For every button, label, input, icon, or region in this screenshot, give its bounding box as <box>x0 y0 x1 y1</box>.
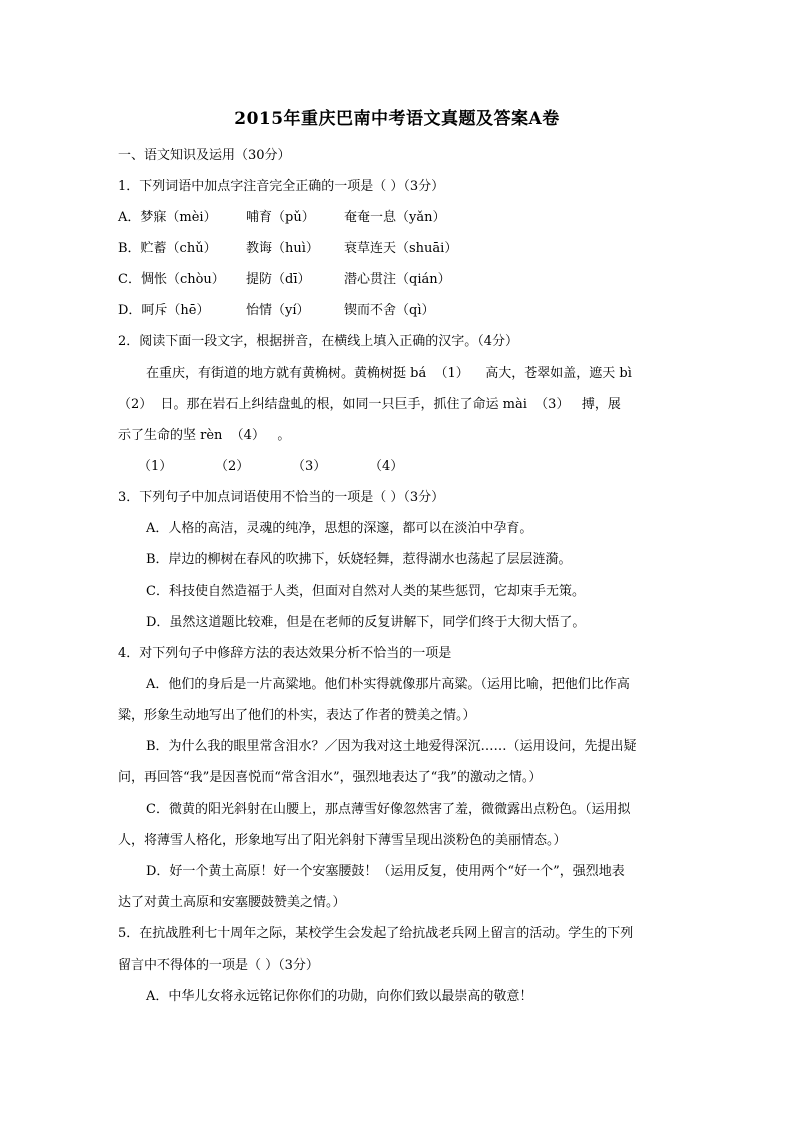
question-3-option-a: A．人格的高洁，灵魂的纯净，思想的深邃，都可以在淡泊中孕育。 <box>146 521 533 536</box>
question-2-passage-line: （2） 日。那在岩石上纠结盘虬的根，如同一只巨手，抓住了命运 mài （3） 搏，展 <box>118 397 621 412</box>
page-title: 2015年重庆巴南中考语文真题及答案A卷 <box>234 109 560 129</box>
option-term: 锲而不舍（qì） <box>344 303 435 318</box>
question-5-option-a: A．中华儿女将永远铭记你你们的功勋，向你们致以最崇高的敬意！ <box>146 989 533 1004</box>
option-term: 潜心贯注（qián） <box>344 272 451 287</box>
option-term: 怡情（yí） <box>246 303 310 318</box>
question-5-stem-line: 5．在抗战胜利七十周年之际，某校学生会发起了给抗战老兵网上留言的活动。学生的下列 <box>118 926 634 941</box>
option-term: C．惆怅（chòu） <box>118 272 225 287</box>
question-3-stem: 3．下列句子中加点词语使用不恰当的一项是（ ）（3分） <box>118 490 445 505</box>
option-term: 教诲（huì） <box>246 241 319 256</box>
question-4-option-a-line: 粱，形象生动地写出了他们的朴实，表达了作者的赞美之情。） <box>118 708 476 723</box>
option-term: 奄奄一息（yǎn） <box>344 210 446 225</box>
option-term: 衰草连天（shuāi） <box>344 241 458 256</box>
question-1-option-c <box>118 271 544 289</box>
option-term: 哺育（pǔ） <box>246 210 315 225</box>
question-4-option-b-line: B．为什么我的眼里常含泪水？／因为我对这土地爱得深沉……（运用设问，先提出疑 <box>146 739 637 754</box>
answer-blank: （1） <box>138 459 173 474</box>
question-1-option-a <box>118 209 544 227</box>
question-1-stem: 1．下列词语中加点字注音完全正确的一项是（ ）（3分） <box>118 179 445 194</box>
question-2-stem: 2．阅读下面一段文字，根据拼音，在横线上填入正确的汉字。（4分） <box>118 334 519 349</box>
question-4-option-b-line: 问，再回答“我”是因喜悦而“常含泪水”，强烈地表达了“我”的激动之情。） <box>118 770 542 785</box>
question-4-option-c-line: 人，将薄雪人格化，形象地写出了阳光斜射下薄雪呈现出淡粉色的美丽情态。） <box>118 833 567 848</box>
answer-blank: （3） <box>292 459 327 474</box>
question-3-option-d: D．虽然这道题比较难，但是在老师的反复讲解下，同学们终于大彻大悟了。 <box>146 615 586 630</box>
option-term: B．贮蓄（chǔ） <box>118 241 217 256</box>
question-2-passage-line: 在重庆，有街道的地方就有黄桷树。黄桷树挺 bá （1） 高大，苍翠如盖，遮天 bì <box>146 366 632 381</box>
question-3-option-c: C．科技使自然造福于人类，但面对自然对人类的某些惩罚，它却束手无策。 <box>146 584 585 599</box>
section-heading: 一、语文知识及运用（30分） <box>118 148 291 163</box>
answer-blank: （2） <box>215 459 250 474</box>
question-3-option-b: B．岸边的柳树在春风的吹拂下，妖娆轻舞，惹得湖水也荡起了层层涟漪。 <box>146 552 572 567</box>
question-1-option-b <box>118 240 544 258</box>
question-4-option-d-line: 达了对黄土高原和安塞腰鼓赞美之情。） <box>118 895 346 910</box>
option-term: D．呵斥（hē） <box>118 303 210 318</box>
question-4-option-d-line: D．好一个黄土高原！好一个安塞腰鼓！（运用反复，使用两个“好一个”，强烈地表 <box>146 864 625 879</box>
question-4-option-a-line: A．他们的身后是一片高粱地。他们朴实得就像那片高粱。（运用比喻，把他们比作高 <box>146 677 630 692</box>
question-4-option-c-line: C．微黄的阳光斜射在山腰上，那点薄雪好像忽然害了羞，微微露出点粉色。（运用拟 <box>146 802 631 817</box>
option-term: 提防（dī） <box>246 272 311 287</box>
question-5-stem-line: 留言中不得体的一项是（ ）（3分） <box>118 958 319 973</box>
question-2-answer-blanks <box>138 458 446 476</box>
answer-blank: （4） <box>369 459 404 474</box>
question-2-passage-line: 示了生命的坚 rèn （4） 。 <box>118 428 291 443</box>
option-term: A．梦寐（mèi） <box>118 210 217 225</box>
question-4-stem: 4．对下列句子中修辞方法的表达效果分析不恰当的一项是 <box>118 646 452 661</box>
question-1-option-d <box>118 302 544 320</box>
